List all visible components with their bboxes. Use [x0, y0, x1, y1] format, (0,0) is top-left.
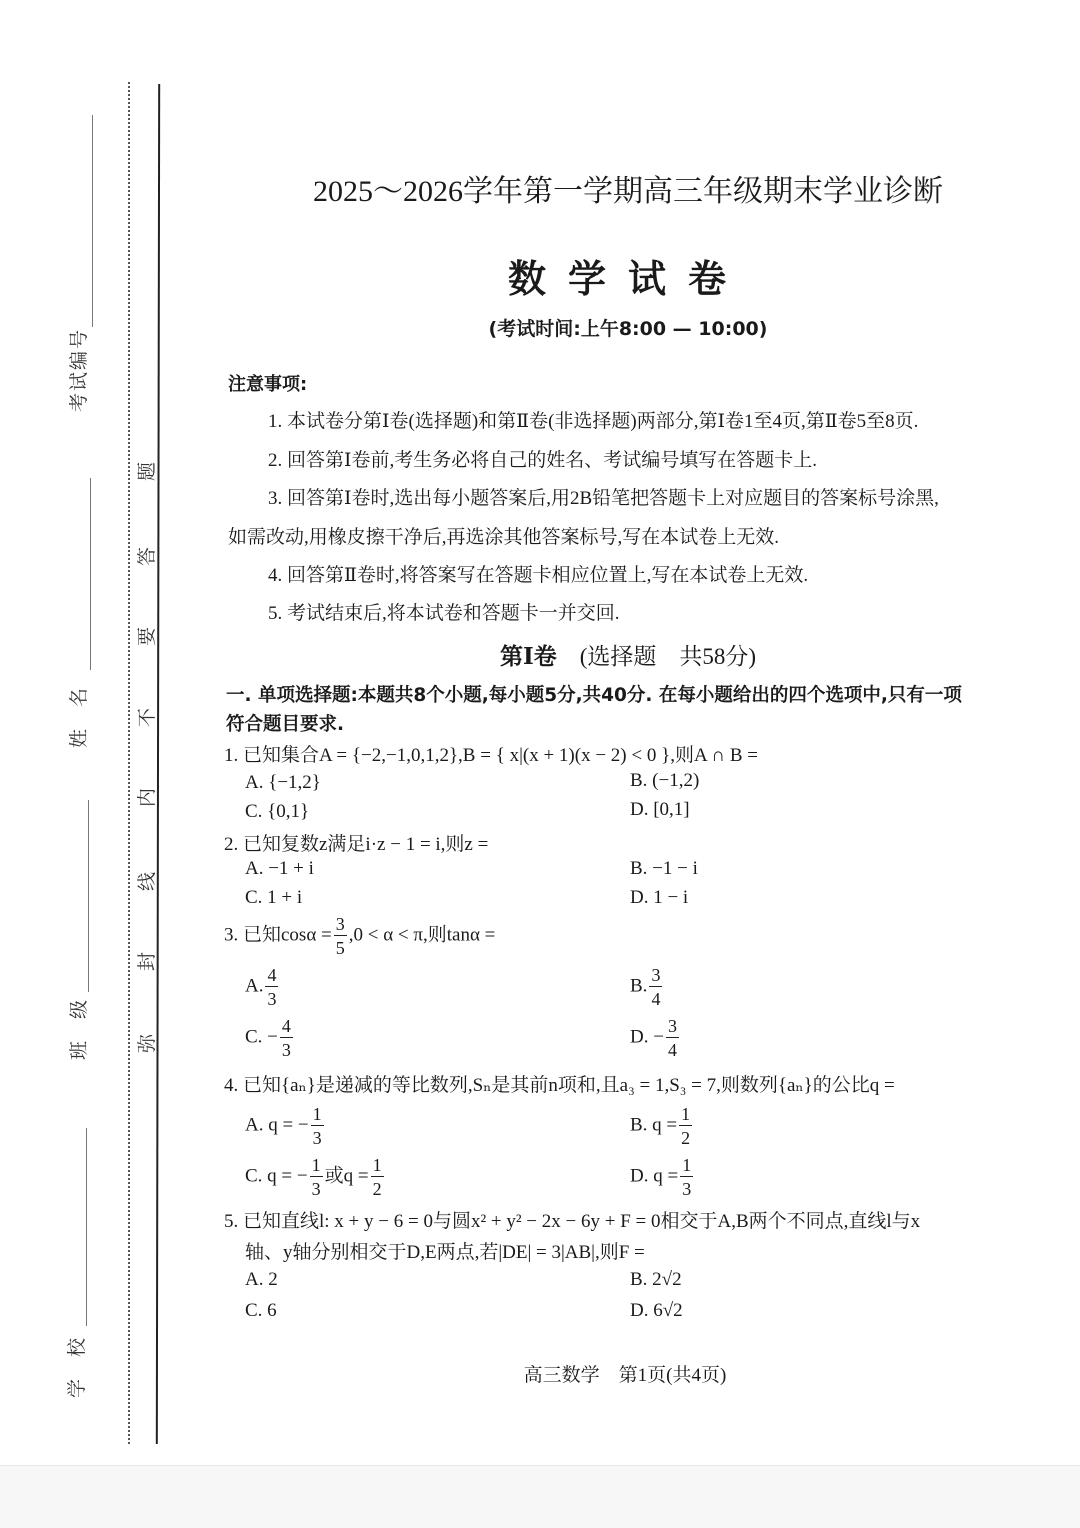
- question-4-option-a: [245, 1105, 326, 1147]
- question-2-option-a: A. −1 + i: [245, 858, 314, 879]
- question-5-stem: 5. 已知直线l: x + y − 6 = 0与圆x² + y² − 2x − 6y + F = 0相交于A,B两个不同点,直线l与x: [224, 1211, 921, 1232]
- denominator: 3: [267, 989, 277, 1009]
- school-label: 学校: [67, 1315, 88, 1398]
- numerator: 1: [312, 1104, 322, 1124]
- seal-char: 要: [137, 626, 159, 647]
- option-label: C. −: [245, 1026, 278, 1048]
- question-2-option-c: C. 1 + i: [245, 887, 303, 908]
- notice-item: 5. 考试结束后,将本试卷和答题卡一并交回.: [268, 603, 620, 624]
- exam-id-label: 考试编号: [69, 327, 90, 412]
- question-1-option-d: D. [0,1]: [630, 799, 690, 820]
- numerator: 3: [651, 965, 661, 985]
- numerator: 3: [667, 1016, 677, 1036]
- numerator: 1: [681, 1104, 691, 1124]
- notice-item: 2. 回答第Ⅰ卷前,考生务必将自己的姓名、考试编号填写在答题卡上.: [268, 450, 818, 471]
- page-bottom-band: [0, 1465, 1080, 1528]
- question-5-option-a: A. 2: [245, 1269, 278, 1290]
- fraction: [679, 1105, 692, 1147]
- fraction: [310, 1156, 323, 1198]
- fraction: [265, 966, 278, 1008]
- question-3-option-a: [245, 966, 280, 1008]
- question-2-stem: 2. 已知复数z满足i·z − 1 = i,则z =: [224, 834, 489, 855]
- question-5-option-b: B. 2√2: [630, 1269, 682, 1290]
- part-heading-continued: 符合题目要求.: [226, 714, 345, 735]
- stem-text: 3. 已知cosα =: [224, 924, 332, 946]
- numerator: 1: [372, 1155, 382, 1175]
- class-fill-line: [88, 800, 89, 992]
- page-footer: 高三数学 第1页(共4页): [523, 1365, 727, 1386]
- seal-char: 内: [137, 787, 159, 808]
- section-title: [0, 638, 1080, 671]
- fraction: [371, 1156, 384, 1198]
- question-3-option-b: [630, 966, 664, 1008]
- name-label: 姓名: [69, 665, 90, 748]
- exam-title: 2025～2026学年第一学期高三年级期末学业诊断: [313, 175, 943, 208]
- part-heading: 一. 单项选择题:本题共8个小题,每小题5分,共40分. 在每小题给出的四个选项中,只有一项: [226, 685, 962, 706]
- denominator: 3: [281, 1040, 291, 1060]
- numerator: 4: [267, 965, 277, 985]
- fraction: [680, 1156, 693, 1198]
- exam-subject: 数学试卷: [507, 257, 748, 301]
- denominator: 4: [651, 989, 661, 1009]
- seal-char: 题: [137, 461, 159, 482]
- question-4-option-b: [630, 1105, 694, 1147]
- question-5-stem-continued: 轴、y轴分别相交于D,E两点,若|DE| = 3|AB|,则F =: [245, 1242, 645, 1263]
- option-label: D. q =: [630, 1165, 679, 1187]
- denominator: 3: [311, 1179, 321, 1199]
- question-2-option-b: B. −1 − i: [630, 858, 698, 879]
- denominator: 3: [682, 1179, 692, 1199]
- question-3-option-c: [245, 1017, 295, 1059]
- question-1-option-c: C. {0,1}: [245, 801, 310, 822]
- option-label: D. −: [630, 1026, 664, 1048]
- option-label: A.: [245, 975, 264, 997]
- exam-time: (考试时间:上午8:00 — 10:00): [488, 318, 768, 340]
- option-label: B.: [630, 975, 648, 997]
- denominator: 4: [667, 1040, 677, 1060]
- question-5-option-d: D. 6√2: [630, 1300, 683, 1321]
- question-4-stem: 4. 已知{aₙ}是递减的等比数列,Sₙ是其前n项和,且a₃ = 1,S₃ = 7,则数列{aₙ}的公比q =: [224, 1075, 895, 1096]
- school-fill-line: [86, 1128, 87, 1326]
- denominator: 2: [372, 1179, 382, 1199]
- section-subtitle: (选择题 共58分): [579, 644, 757, 669]
- notice-item: 1. 本试卷分第Ⅰ卷(选择题)和第Ⅱ卷(非选择题)两部分,第Ⅰ卷1至4页,第Ⅱ卷5至8页.: [268, 411, 919, 432]
- seal-char: 不: [137, 707, 159, 728]
- fraction: [311, 1105, 324, 1147]
- class-label: 班级: [69, 977, 90, 1060]
- numerator: 4: [281, 1016, 291, 1036]
- question-5-option-c: C. 6: [245, 1300, 277, 1321]
- numerator: 1: [311, 1155, 321, 1175]
- fraction: [334, 915, 347, 957]
- seal-char: 封: [137, 951, 159, 972]
- option-text: 或q =: [324, 1165, 369, 1187]
- question-2-option-d: D. 1 − i: [630, 887, 689, 908]
- question-4-option-d: [630, 1156, 695, 1198]
- notice-item: 4. 回答第Ⅱ卷时,将答案写在答题卡相应位置上,写在本试卷上无效.: [268, 565, 809, 586]
- denominator: 3: [312, 1128, 322, 1148]
- seal-char: 弥: [137, 1033, 159, 1054]
- notice-item-continued: 如需改动,用橡皮擦干净后,再选涂其他答案标号,写在本试卷上无效.: [228, 527, 780, 548]
- fraction: [280, 1017, 293, 1059]
- fraction: [649, 966, 662, 1008]
- stem-text: ,0 < α < π,则tanα =: [348, 924, 496, 946]
- numerator: 1: [682, 1155, 692, 1175]
- question-4-option-c: [245, 1156, 386, 1198]
- denominator: 5: [335, 938, 345, 958]
- fraction: [666, 1017, 679, 1059]
- option-label: C. q = −: [245, 1165, 308, 1187]
- notice-heading: 注意事项:: [228, 374, 308, 395]
- question-1-option-a: A. {−1,2}: [245, 772, 321, 793]
- question-1-option-b: B. (−1,2): [630, 770, 700, 791]
- question-3-option-d: [630, 1017, 681, 1059]
- section-name: 第Ⅰ卷: [499, 644, 557, 669]
- denominator: 2: [681, 1128, 691, 1148]
- question-3-stem: [224, 915, 495, 957]
- seal-char: 答: [137, 546, 159, 567]
- question-1-stem: 1. 已知集合A = {−2,−1,0,1,2},B = { x|(x + 1)(x − 2) < 0 },则A ∩ B =: [224, 745, 758, 766]
- numerator: 3: [335, 914, 345, 934]
- option-label: A. q = −: [245, 1114, 309, 1136]
- option-label: B. q =: [630, 1114, 678, 1136]
- notice-item: 3. 回答第Ⅰ卷时,选出每小题答案后,用2B铅笔把答题卡上对应题目的答案标号涂黑,: [268, 488, 939, 509]
- seal-char: 线: [137, 871, 159, 892]
